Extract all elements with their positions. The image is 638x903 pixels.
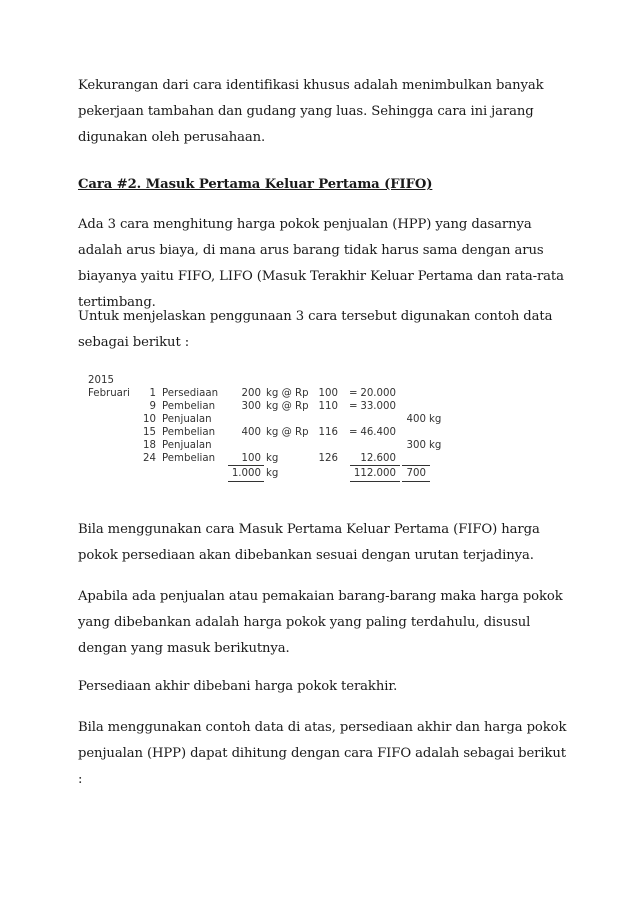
row-description: Pembelian [162,453,216,464]
row-equals: = [349,401,358,412]
section-heading-fifo: Cara #2. Masuk Pertama Keluar Pertama (FIFO) [78,177,433,192]
paragraph-cara-hpp: Ada 3 cara menghitung harga pokok penjualan (HPP) yang dasarnya adalah arus biaya, di mana arus barang tidak harus sama dengan arus biayanya yaitu FIFO, LIFO (Masuk Terakhir Keluar Pertama dan rata-rata tertimbang. [78,217,564,310]
underline-quantity [228,465,264,466]
row-total: 20.000 [360,388,396,399]
row-unit: kg @ [266,401,292,412]
paragraph-fifo-definition: Bila menggunakan cara Masuk Pertama Keluar Pertama (FIFO) harga pokok persediaan akan dibebankan sesuai dengan urutan terjadinya. [78,522,540,563]
total-unit: kg [266,468,279,479]
row-description: Penjualan [162,414,212,425]
row-currency: Rp [295,401,309,412]
underline-total [350,465,400,466]
total-sold-quantity: 700 [406,468,426,479]
row-sold-quantity: 300 [406,440,426,451]
row-unit-price: 100 [318,388,338,399]
row-unit: kg @ [266,427,292,438]
row-total: 12.600 [360,453,396,464]
row-description: Penjualan [162,440,212,451]
row-unit: kg [266,453,279,464]
row-total: 33.000 [360,401,396,412]
row-quantity: 400 [241,427,261,438]
paragraph-kekurangan: Kekurangan dari cara identifikasi khusus adalah menimbulkan banyak pekerjaan tambahan dan gudang yang luas. Sehingga cara ini jarang digunakan oleh perusahaan. [78,78,544,145]
row-day: 18 [143,440,156,451]
row-description: Persediaan [162,388,219,399]
row-equals: = [349,427,358,438]
row-unit-price: 110 [318,401,338,412]
inventory-data-table [88,374,448,504]
row-quantity: 300 [241,401,261,412]
row-day: 10 [143,414,156,425]
row-sold-quantity: 400 [406,414,426,425]
row-day: 15 [143,427,156,438]
row-description: Pembelian [162,427,216,438]
row-total: 46.400 [360,427,396,438]
row-description: Pembelian [162,401,216,412]
row-quantity: 100 [241,453,261,464]
double-underline-sold [402,481,430,482]
total-amount: 112.000 [353,468,396,479]
total-quantity: 1.000 [231,468,261,479]
row-unit-price: 126 [318,453,338,464]
paragraph-persediaan-akhir: Persediaan akhir dibebani harga pokok terakhir. [78,679,398,694]
row-unit: kg @ [266,388,292,399]
paragraph-contoh-data: Untuk menjelaskan penggunaan 3 cara tersebut digunakan contoh data sebagai berikut : [78,309,553,350]
row-currency: Rp [295,427,309,438]
double-underline-total [350,481,400,482]
table-year: 2015 [88,375,114,386]
row-day: 1 [149,388,156,399]
paragraph-penjualan: Apabila ada penjualan atau pemakaian barang-barang maka harga pokok yang dibebankan adalah harga pokok yang paling terdahulu, disusul dengan yang masuk berikutnya. [78,589,563,656]
paragraph-contoh-fifo: Bila menggunakan contoh data di atas, persediaan akhir dan harga pokok penjualan (HPP) dapat dihitung dengan cara FIFO adalah sebagai berikut : [78,720,567,787]
row-day: 24 [143,453,156,464]
row-sold-unit: kg [429,440,442,451]
row-day: 9 [149,401,156,412]
table-month: Februari [88,388,130,399]
row-quantity: 200 [241,388,261,399]
row-equals: = [349,388,358,399]
row-currency: Rp [295,388,309,399]
underline-sold [402,465,430,466]
row-unit-price: 116 [318,427,338,438]
double-underline-quantity [228,481,264,482]
row-sold-unit: kg [429,414,442,425]
